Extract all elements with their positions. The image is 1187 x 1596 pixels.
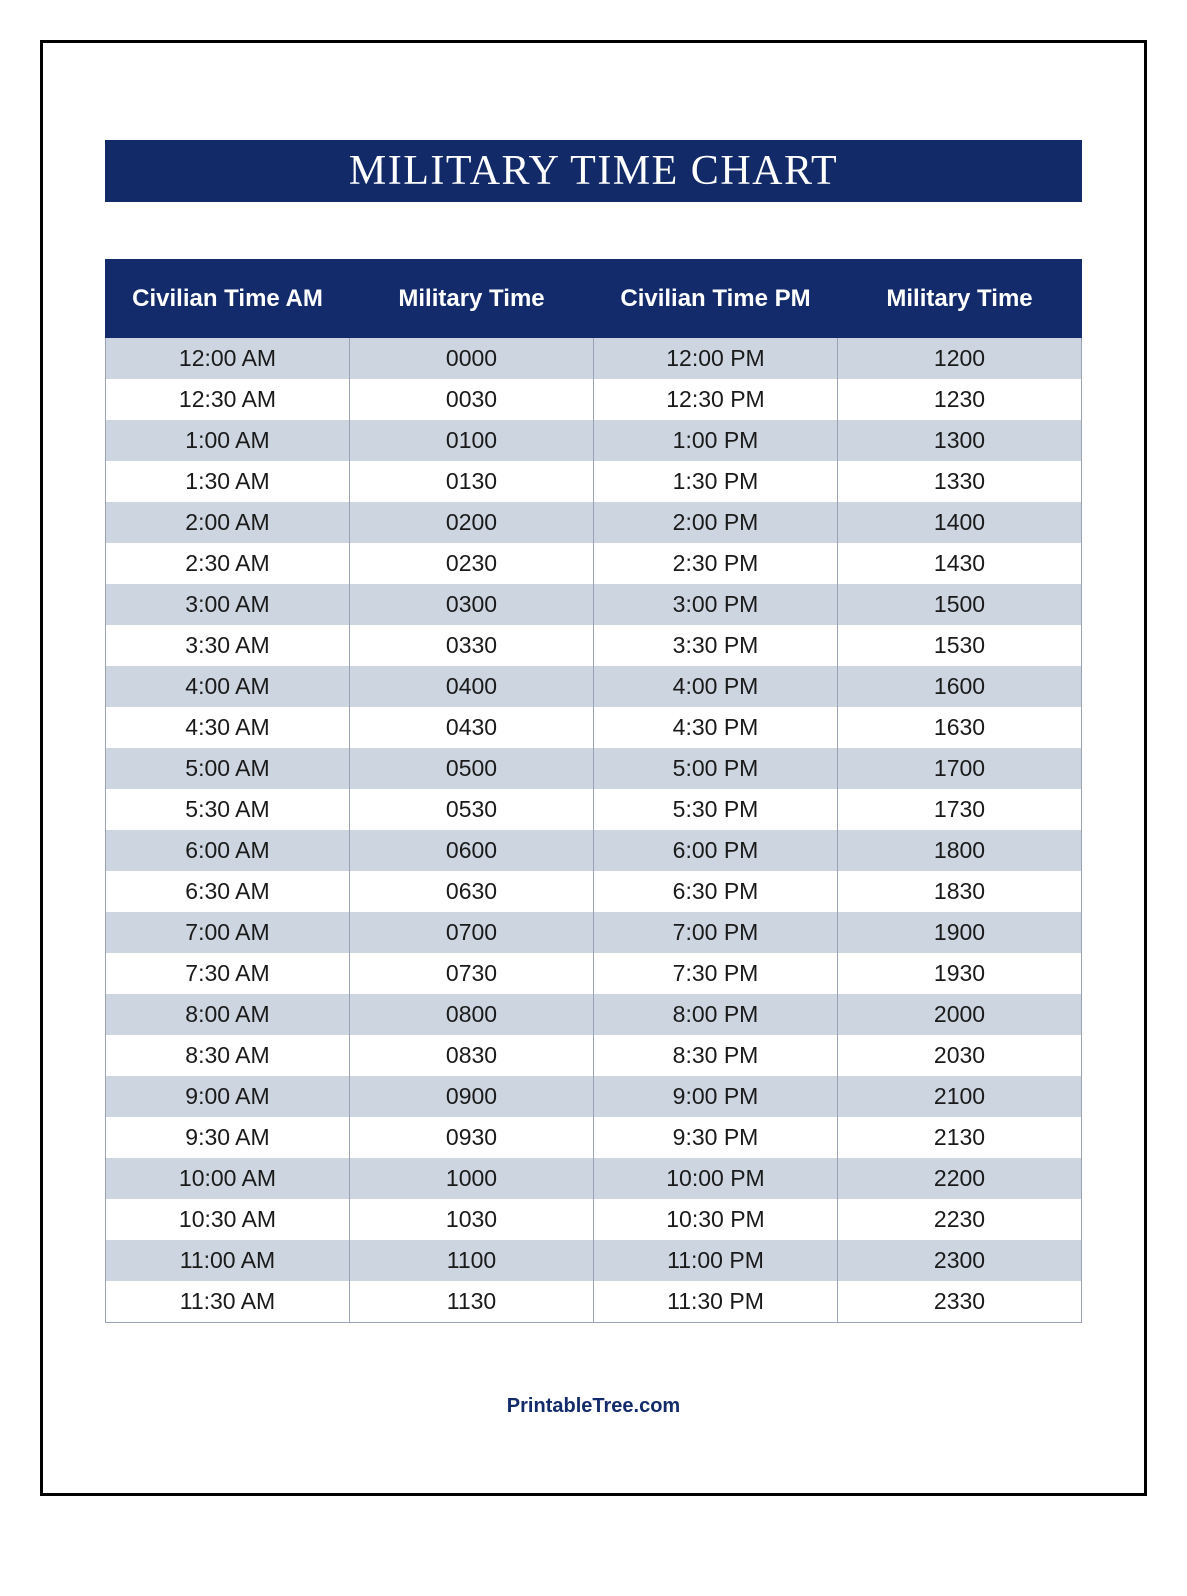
footer-credit: PrintableTree.com (506, 1395, 681, 1417)
cell-civilian-am: 10:00 AM (106, 1158, 350, 1199)
cell-military-pm: 1700 (838, 748, 1082, 789)
cell-military-am: 0030 (350, 379, 594, 420)
column-header-civilian-am: Civilian Time AM (106, 260, 350, 338)
cell-military-am: 1030 (350, 1199, 594, 1240)
cell-civilian-am: 8:30 AM (106, 1035, 350, 1076)
cell-military-pm: 1830 (838, 871, 1082, 912)
cell-military-am: 0130 (350, 461, 594, 502)
table-row (106, 379, 1082, 420)
table-row (106, 748, 1082, 789)
cell-civilian-pm: 10:30 PM (594, 1199, 838, 1240)
cell-military-am: 1130 (350, 1281, 594, 1323)
cell-civilian-am: 9:30 AM (106, 1117, 350, 1158)
table-row (106, 338, 1082, 380)
cell-civilian-am: 5:30 AM (106, 789, 350, 830)
cell-military-pm: 1500 (838, 584, 1082, 625)
table-row (106, 502, 1082, 543)
cell-military-am: 1100 (350, 1240, 594, 1281)
page-title-banner (105, 140, 1082, 202)
cell-civilian-pm: 3:00 PM (594, 584, 838, 625)
cell-military-pm: 1730 (838, 789, 1082, 830)
cell-military-pm: 1530 (838, 625, 1082, 666)
cell-military-am: 0900 (350, 1076, 594, 1117)
table-row (106, 666, 1082, 707)
cell-military-am: 0000 (350, 338, 594, 380)
cell-military-am: 0430 (350, 707, 594, 748)
table-row (106, 707, 1082, 748)
cell-civilian-pm: 9:30 PM (594, 1117, 838, 1158)
table-row (106, 912, 1082, 953)
cell-military-pm: 2300 (838, 1240, 1082, 1281)
cell-military-am: 0300 (350, 584, 594, 625)
cell-civilian-am: 6:30 AM (106, 871, 350, 912)
cell-civilian-pm: 8:00 PM (594, 994, 838, 1035)
cell-civilian-pm: 3:30 PM (594, 625, 838, 666)
cell-civilian-am: 6:00 AM (106, 830, 350, 871)
cell-military-pm: 2200 (838, 1158, 1082, 1199)
cell-civilian-am: 2:30 AM (106, 543, 350, 584)
table-row (106, 1199, 1082, 1240)
column-header-military-pm: Military Time (838, 260, 1082, 338)
table-row (106, 584, 1082, 625)
cell-civilian-pm: 7:30 PM (594, 953, 838, 994)
table-row (106, 830, 1082, 871)
table-header (106, 260, 1082, 338)
cell-military-pm: 1400 (838, 502, 1082, 543)
table-row (106, 1158, 1082, 1199)
page-content (40, 140, 1147, 1596)
table-row (106, 1240, 1082, 1281)
table-row (106, 1117, 1082, 1158)
cell-military-pm: 1930 (838, 953, 1082, 994)
cell-civilian-pm: 1:30 PM (594, 461, 838, 502)
cell-military-pm: 1630 (838, 707, 1082, 748)
cell-military-pm: 2100 (838, 1076, 1082, 1117)
cell-civilian-am: 2:00 AM (106, 502, 350, 543)
cell-military-pm: 1230 (838, 379, 1082, 420)
cell-civilian-pm: 2:00 PM (594, 502, 838, 543)
cell-civilian-pm: 8:30 PM (594, 1035, 838, 1076)
military-time-table (105, 259, 1082, 1323)
table-row (106, 789, 1082, 830)
cell-civilian-am: 3:30 AM (106, 625, 350, 666)
table-row (106, 953, 1082, 994)
cell-military-pm: 2230 (838, 1199, 1082, 1240)
cell-military-am: 0530 (350, 789, 594, 830)
cell-military-am: 1000 (350, 1158, 594, 1199)
cell-civilian-pm: 5:30 PM (594, 789, 838, 830)
cell-military-pm: 1600 (838, 666, 1082, 707)
cell-civilian-am: 11:00 AM (106, 1240, 350, 1281)
cell-military-am: 0200 (350, 502, 594, 543)
cell-civilian-am: 7:00 AM (106, 912, 350, 953)
cell-military-pm: 2130 (838, 1117, 1082, 1158)
cell-civilian-pm: 1:00 PM (594, 420, 838, 461)
cell-civilian-pm: 6:00 PM (594, 830, 838, 871)
cell-military-am: 0230 (350, 543, 594, 584)
cell-civilian-pm: 11:30 PM (594, 1281, 838, 1323)
cell-civilian-pm: 10:00 PM (594, 1158, 838, 1199)
table-row (106, 420, 1082, 461)
cell-military-am: 0800 (350, 994, 594, 1035)
table-header-row (106, 260, 1082, 338)
cell-civilian-am: 4:00 AM (106, 666, 350, 707)
cell-civilian-am: 1:00 AM (106, 420, 350, 461)
table-row (106, 1035, 1082, 1076)
cell-civilian-pm: 11:00 PM (594, 1240, 838, 1281)
cell-civilian-am: 5:00 AM (106, 748, 350, 789)
cell-military-am: 0830 (350, 1035, 594, 1076)
cell-military-am: 0700 (350, 912, 594, 953)
cell-civilian-am: 10:30 AM (106, 1199, 350, 1240)
cell-civilian-am: 9:00 AM (106, 1076, 350, 1117)
table-row (106, 994, 1082, 1035)
cell-civilian-am: 1:30 AM (106, 461, 350, 502)
page-title: MILITARY TIME CHART (348, 148, 839, 194)
cell-civilian-pm: 5:00 PM (594, 748, 838, 789)
cell-military-pm: 1900 (838, 912, 1082, 953)
table-row (106, 461, 1082, 502)
cell-civilian-pm: 12:00 PM (594, 338, 838, 380)
cell-military-am: 0630 (350, 871, 594, 912)
cell-military-pm: 1430 (838, 543, 1082, 584)
cell-military-pm: 1330 (838, 461, 1082, 502)
cell-military-am: 0400 (350, 666, 594, 707)
cell-civilian-am: 3:00 AM (106, 584, 350, 625)
cell-civilian-pm: 6:30 PM (594, 871, 838, 912)
cell-military-am: 0330 (350, 625, 594, 666)
cell-military-pm: 1200 (838, 338, 1082, 380)
cell-military-am: 0730 (350, 953, 594, 994)
cell-civilian-am: 4:30 AM (106, 707, 350, 748)
cell-military-pm: 2000 (838, 994, 1082, 1035)
table-body (106, 338, 1082, 1323)
table-row (106, 871, 1082, 912)
column-header-civilian-pm: Civilian Time PM (594, 260, 838, 338)
cell-civilian-am: 11:30 AM (106, 1281, 350, 1323)
cell-military-am: 0600 (350, 830, 594, 871)
cell-civilian-am: 12:30 AM (106, 379, 350, 420)
cell-civilian-am: 7:30 AM (106, 953, 350, 994)
cell-civilian-pm: 2:30 PM (594, 543, 838, 584)
cell-civilian-pm: 4:30 PM (594, 707, 838, 748)
cell-civilian-pm: 9:00 PM (594, 1076, 838, 1117)
cell-military-am: 0930 (350, 1117, 594, 1158)
table-row (106, 1281, 1082, 1323)
table-row (106, 625, 1082, 666)
table-row (106, 1076, 1082, 1117)
cell-military-am: 0500 (350, 748, 594, 789)
table-row (106, 543, 1082, 584)
cell-civilian-am: 12:00 AM (106, 338, 350, 380)
cell-military-am: 0100 (350, 420, 594, 461)
cell-military-pm: 2030 (838, 1035, 1082, 1076)
cell-military-pm: 1300 (838, 420, 1082, 461)
cell-civilian-am: 8:00 AM (106, 994, 350, 1035)
cell-civilian-pm: 4:00 PM (594, 666, 838, 707)
cell-civilian-pm: 7:00 PM (594, 912, 838, 953)
column-header-military-am: Military Time (350, 260, 594, 338)
cell-military-pm: 2330 (838, 1281, 1082, 1323)
cell-civilian-pm: 12:30 PM (594, 379, 838, 420)
cell-military-pm: 1800 (838, 830, 1082, 871)
